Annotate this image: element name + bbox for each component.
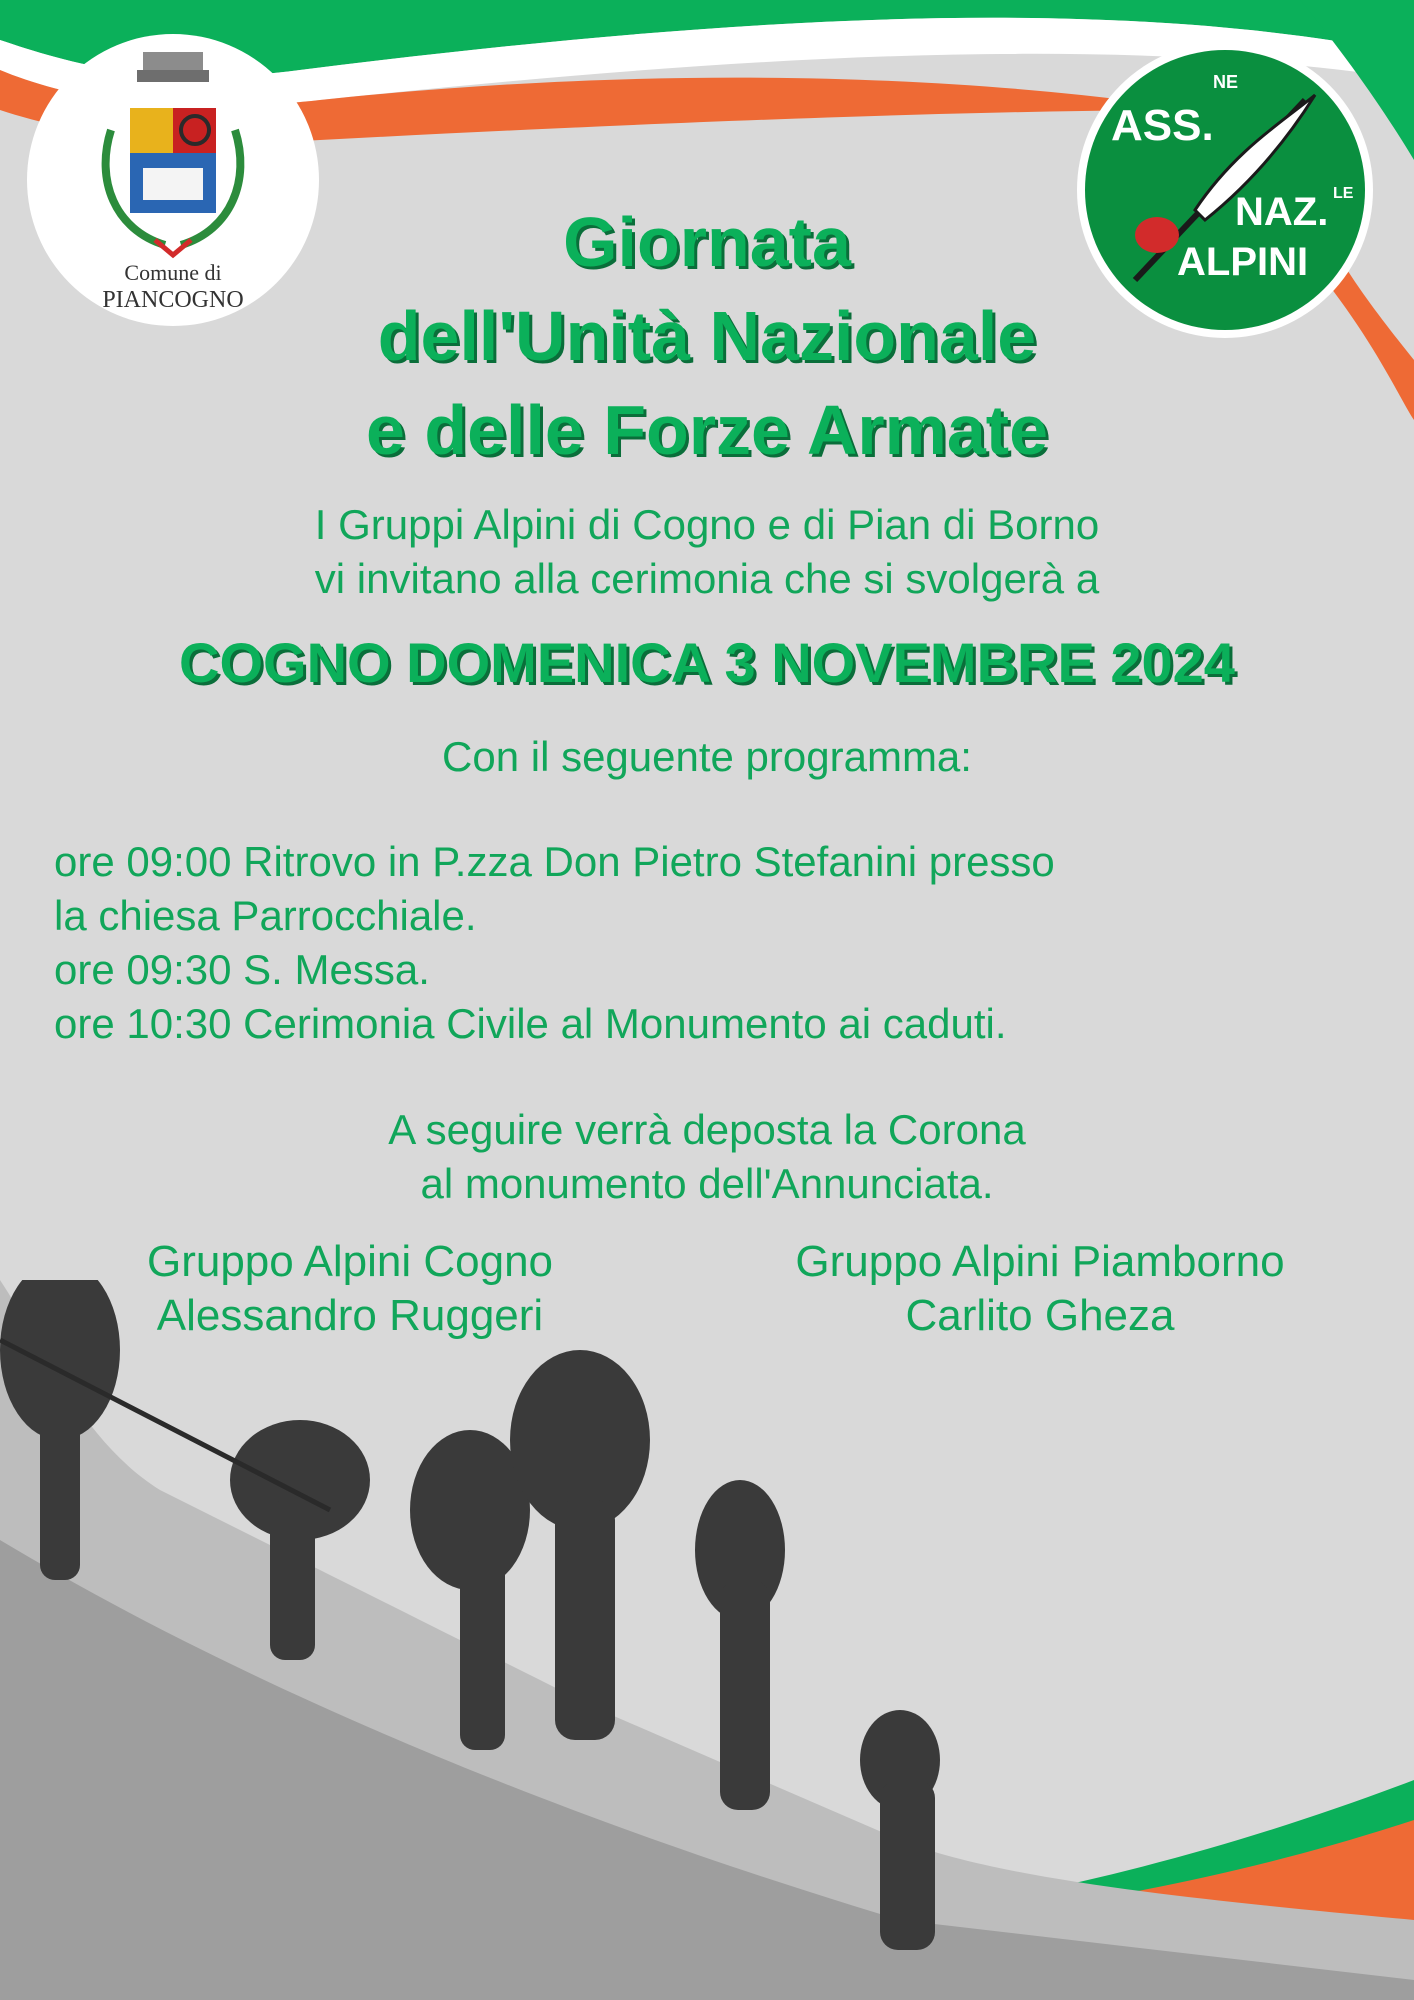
alpini-historic-photo	[0, 1280, 1414, 2000]
schedule-list	[54, 835, 1374, 1051]
title-line-2: dell'Unità Nazionale	[377, 297, 1037, 375]
intro-line-2: vi invitano alla cerimonia che si svolgerà a	[314, 555, 1100, 602]
ana-logo-sup-ne: NE	[1213, 72, 1239, 92]
signature-right-group: Gruppo Alpini Piamborno	[795, 1237, 1285, 1286]
schedule-item-1-line-2: la chiesa Parrocchiale.	[54, 892, 477, 939]
follow-up-text	[0, 1103, 1414, 1211]
page-title	[0, 195, 1414, 477]
comune-logo-line1: Comune di	[124, 260, 222, 285]
ana-logo-ass: ASS.	[1111, 101, 1214, 150]
signature-right	[740, 1235, 1340, 1343]
signature-left-group: Gruppo Alpini Cogno	[146, 1237, 554, 1286]
follow-up-line-2: al monumento dell'Annunciata.	[420, 1160, 994, 1207]
schedule-item-2: ore 09:30 S. Messa.	[54, 946, 430, 993]
event-date: COGNO DOMENICA 3 NOVEMBRE 2024	[179, 631, 1235, 694]
comune-logo-line2: PIANCOGNO	[102, 287, 244, 313]
title-line-1: Giornata	[563, 203, 851, 281]
schedule-item-1-line-1: ore 09:00 Ritrovo in P.zza Don Pietro Stefanini presso	[54, 838, 1055, 885]
program-heading: Con il seguente programma:	[442, 733, 972, 780]
title-line-3: e delle Forze Armate	[365, 391, 1049, 469]
intro-text	[0, 498, 1414, 606]
signature-right-name: Carlito Gheza	[905, 1291, 1175, 1340]
ana-logo-naz: NAZ.	[1235, 190, 1329, 234]
follow-up-line-1: A seguire verrà deposta la Corona	[388, 1106, 1026, 1153]
schedule-item-3: ore 10:30 Cerimonia Civile al Monumento ai caduti.	[54, 1000, 1007, 1047]
signature-left-name: Alessandro Ruggeri	[156, 1291, 544, 1340]
intro-line-1: I Gruppi Alpini di Cogno e di Pian di Borno	[314, 501, 1100, 548]
ana-logo-alpini: ALPINI	[1177, 240, 1309, 284]
ana-logo-sup-le: LE	[1333, 185, 1354, 202]
signature-left	[60, 1235, 640, 1343]
